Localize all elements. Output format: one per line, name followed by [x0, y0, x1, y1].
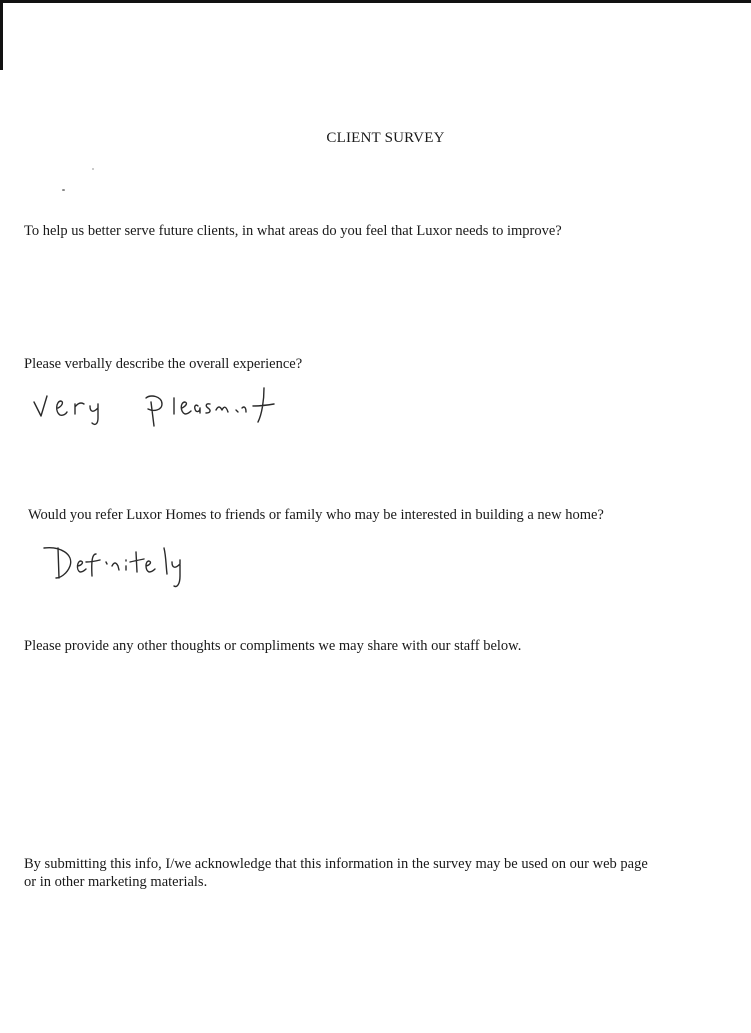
question-other-thoughts: Please provide any other thoughts or compliments we may share with our staff below. — [24, 638, 522, 654]
handwritten-answer-referral — [40, 536, 200, 596]
scan-border-left — [0, 0, 3, 70]
scan-border-top — [0, 0, 751, 3]
handwritten-answer-experience — [28, 382, 298, 438]
scan-speck — [62, 189, 65, 191]
handwriting-very-pleasant — [28, 382, 298, 438]
question-improvement: To help us better serve future clients, in what areas do you feel that Luxor needs to improve? — [24, 223, 562, 239]
page-title: CLIENT SURVEY — [326, 130, 445, 146]
scan-speck — [92, 168, 94, 170]
question-experience: Please verbally describe the overall experience? — [24, 356, 303, 372]
acknowledgement-text: By submitting this info, I/we acknowledge that this information in the survey may be used on our web page or in other marketing materials. — [24, 856, 648, 890]
handwriting-definitely — [40, 536, 200, 596]
question-referral: Would you refer Luxor Homes to friends or family who may be interested in building a new home? — [28, 507, 604, 523]
